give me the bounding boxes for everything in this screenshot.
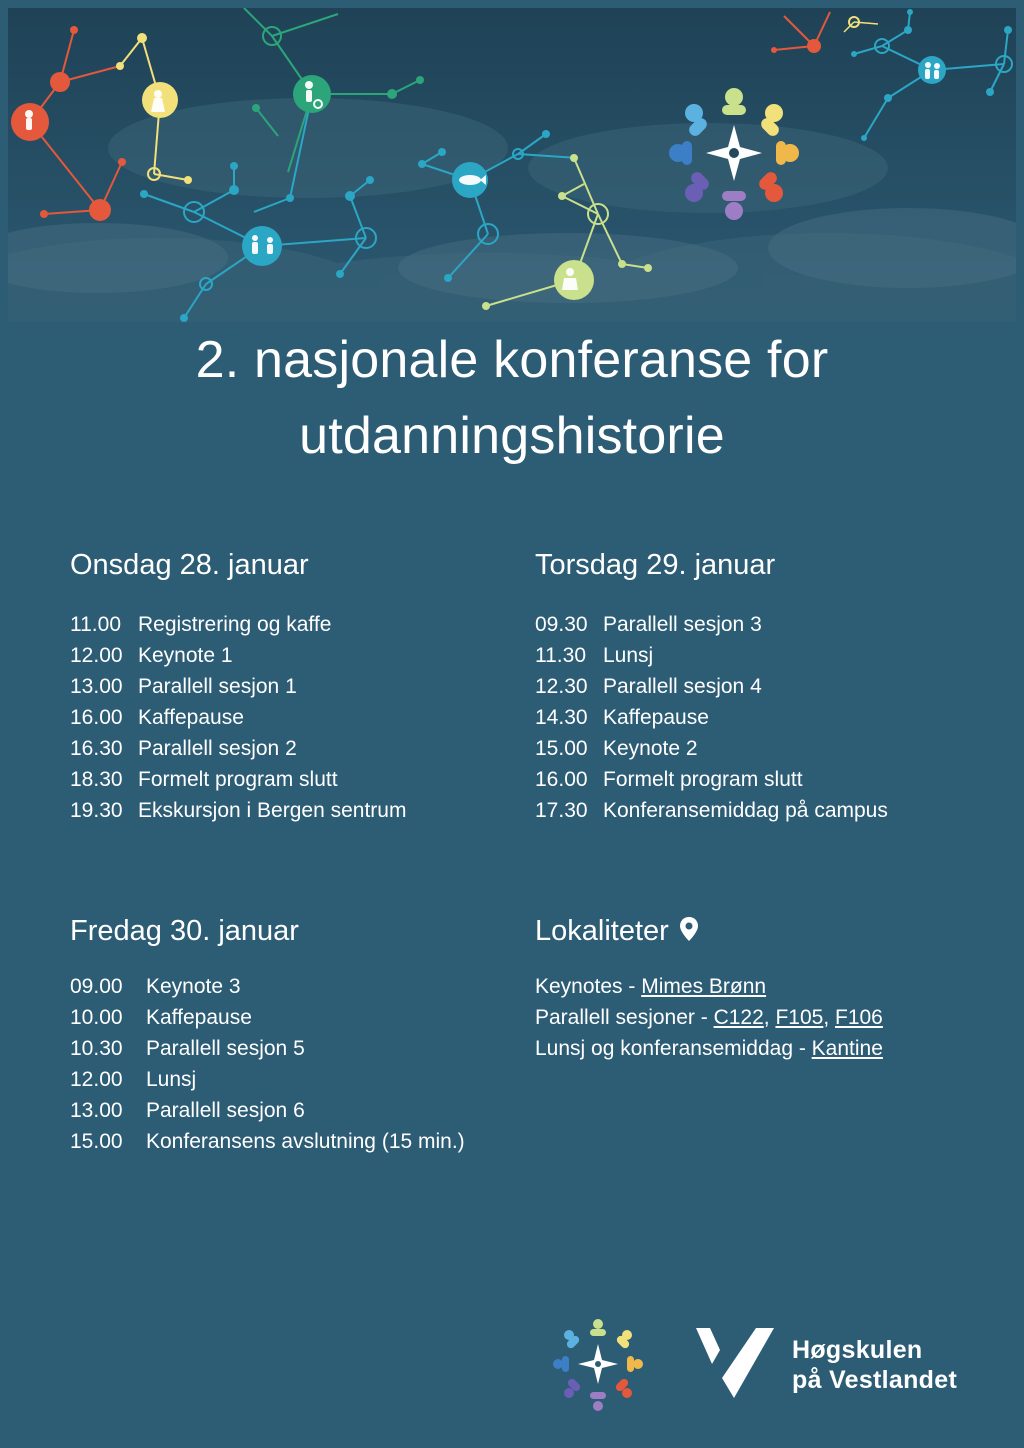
- schedule-time: 19.30: [70, 799, 123, 822]
- schedule-item: [535, 671, 888, 702]
- schedule-time: 11.30: [535, 644, 586, 667]
- day-wednesday: [70, 547, 406, 826]
- schedule-label: Keynote 1: [138, 644, 233, 667]
- hvl-logo: [694, 1326, 957, 1403]
- schedule-time: 14.30: [535, 706, 588, 729]
- hvl-v-logo-icon: [694, 1326, 774, 1403]
- schedule-item: [535, 764, 888, 795]
- schedule-item: [535, 733, 888, 764]
- schedule-time: 13.00: [70, 675, 123, 698]
- location-pin-icon: [679, 916, 699, 947]
- schedule-item: [70, 1064, 465, 1095]
- schedule-time: 16.00: [535, 768, 588, 791]
- title-line-1: 2. nasjonale konferanse for: [195, 331, 829, 389]
- schedule-time: 09.30: [535, 613, 588, 636]
- schedule-item: [70, 640, 406, 671]
- schedule-item: [70, 1002, 465, 1033]
- schedule-item: [70, 764, 406, 795]
- link-f105[interactable]: F105: [775, 1006, 824, 1029]
- schedule-time: 12.00: [70, 1068, 123, 1091]
- schedule-label: Keynote 2: [603, 737, 698, 760]
- schedule-item: [535, 609, 888, 640]
- location-keynotes: [535, 971, 883, 1002]
- location-label: Lunsj og konferansemiddag -: [535, 1037, 812, 1060]
- schedule-label: Lunsj: [603, 644, 654, 667]
- compass-circle-icon: [550, 1316, 646, 1417]
- schedule-label: Keynote 3: [146, 975, 241, 998]
- schedule-time: 18.30: [70, 768, 123, 791]
- schedule-label: Parallell sesjon 4: [603, 675, 762, 698]
- org-name-line-2: på Vestlandet: [792, 1365, 958, 1394]
- schedule-label: Kaffepause: [138, 706, 244, 729]
- location-lunch: [535, 1033, 883, 1064]
- day-friday: [70, 913, 465, 1157]
- schedule-time: 10.30: [70, 1037, 123, 1060]
- location-label: Keynotes -: [535, 975, 642, 998]
- locations-list: [535, 971, 883, 1064]
- day-heading: Fredag 30. januar: [70, 915, 299, 947]
- locations-header: [535, 913, 883, 949]
- schedule-item: [70, 609, 406, 640]
- schedule-item: [70, 795, 406, 826]
- schedule-label: Parallell sesjon 6: [146, 1099, 305, 1122]
- schedule-list: [70, 609, 406, 826]
- schedule-label: Kaffepause: [146, 1006, 252, 1029]
- page-title: [0, 322, 1024, 474]
- schedule-time: 12.30: [535, 675, 588, 698]
- schedule-label: Parallell sesjon 3: [603, 613, 762, 636]
- org-name: [792, 1335, 957, 1395]
- locations-section: [535, 913, 883, 1064]
- schedule-time: 16.00: [70, 706, 123, 729]
- schedule-time: 17.30: [535, 799, 588, 822]
- day-thursday: [535, 547, 888, 826]
- network-illustration: [8, 8, 1016, 322]
- schedule-item: [70, 1095, 465, 1126]
- schedule-list: [70, 971, 465, 1157]
- schedule-label: Parallell sesjon 1: [138, 675, 297, 698]
- schedule-item: [70, 1033, 465, 1064]
- schedule-item: [70, 1126, 465, 1157]
- schedule-label: Parallell sesjon 5: [146, 1037, 305, 1060]
- link-kantine[interactable]: Kantine: [811, 1037, 883, 1060]
- schedule-item: [70, 971, 465, 1002]
- schedule-item: [535, 795, 888, 826]
- link-separator: ,: [823, 1006, 835, 1029]
- locations-heading: Lokaliteter: [535, 915, 669, 947]
- link-separator: ,: [763, 1006, 776, 1029]
- schedule-time: 16.30: [70, 737, 123, 760]
- schedule-time: 09.00: [70, 975, 123, 998]
- title-line-2: utdanningshistorie: [299, 407, 725, 465]
- org-name-line-1: Høgskulen: [792, 1335, 923, 1364]
- link-c122[interactable]: C122: [713, 1006, 764, 1029]
- header-banner: [8, 8, 1016, 322]
- schedule-item: [535, 702, 888, 733]
- link-f106[interactable]: F106: [835, 1006, 883, 1029]
- schedule-time: 12.00: [70, 644, 123, 667]
- schedule-item: [70, 671, 406, 702]
- schedule-label: Konferansens avslutning (15 min.): [146, 1130, 465, 1153]
- schedule-time: 15.00: [70, 1130, 123, 1153]
- schedule-list: [535, 609, 888, 826]
- location-label: Parallell sesjoner -: [535, 1006, 714, 1029]
- schedule-time: 11.00: [70, 613, 121, 636]
- schedule-item: [70, 702, 406, 733]
- schedule-label: Ekskursjon i Bergen sentrum: [138, 799, 407, 822]
- day-heading: Torsdag 29. januar: [535, 549, 776, 581]
- day-heading: Onsdag 28. januar: [70, 549, 309, 581]
- schedule-label: Parallell sesjon 2: [138, 737, 297, 760]
- link-mimes-bronn[interactable]: Mimes Brønn: [641, 975, 767, 998]
- schedule-item: [70, 733, 406, 764]
- schedule-time: 15.00: [535, 737, 588, 760]
- schedule-time: 13.00: [70, 1099, 123, 1122]
- schedule-label: Registrering og kaffe: [138, 613, 332, 636]
- schedule-label: Kaffepause: [603, 706, 709, 729]
- schedule-label: Konferansemiddag på campus: [603, 799, 888, 822]
- schedule-label: Formelt program slutt: [603, 768, 803, 791]
- schedule-label: Formelt program slutt: [138, 768, 338, 791]
- schedule-item: [535, 640, 888, 671]
- schedule-time: 10.00: [70, 1006, 123, 1029]
- location-parallel: [535, 1002, 883, 1033]
- schedule-label: Lunsj: [146, 1068, 197, 1091]
